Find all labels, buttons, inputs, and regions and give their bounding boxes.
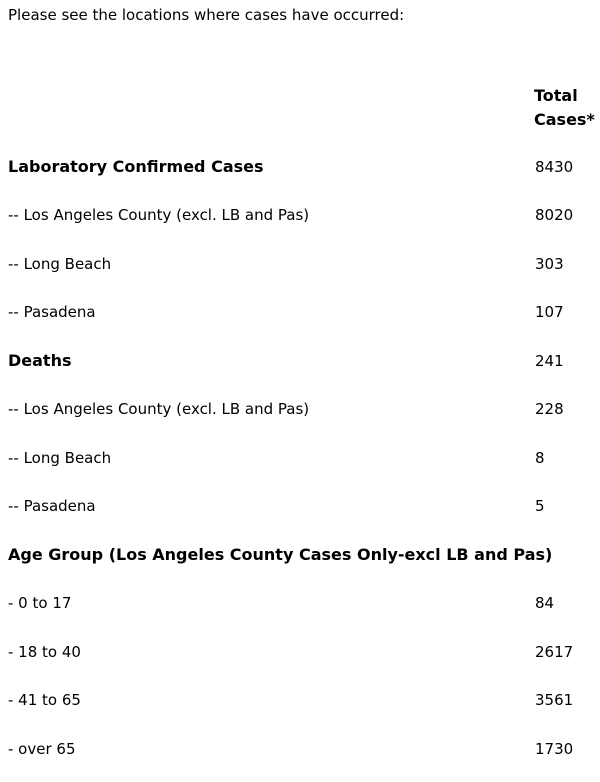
row-value: 241 xyxy=(535,352,564,370)
intro-text: Please see the locations where cases have occurred: xyxy=(8,6,405,24)
row-label: - 41 to 65 xyxy=(8,691,81,709)
table-row-age-0-to-17 xyxy=(0,591,600,615)
row-label: -- Long Beach xyxy=(8,449,112,467)
row-value: 228 xyxy=(535,400,564,418)
row-value: 5 xyxy=(535,497,545,515)
table-row-age-18-to-40 xyxy=(0,640,600,664)
table-row-deaths xyxy=(0,349,600,373)
table-row-cases-los-angeles-county xyxy=(0,203,600,227)
row-label: -- Los Angeles County (excl. LB and Pas) xyxy=(8,400,310,418)
row-label: -- Long Beach xyxy=(8,255,112,273)
row-value: 107 xyxy=(535,303,564,321)
table-row-deaths-long-beach xyxy=(0,446,600,470)
row-value: 8 xyxy=(535,449,545,467)
row-label: -- Pasadena xyxy=(8,497,96,515)
row-value: 303 xyxy=(535,255,564,273)
row-label: Laboratory Confirmed Cases xyxy=(8,157,264,176)
table-row-age-over-65 xyxy=(0,737,600,761)
table-row-deaths-los-angeles-county xyxy=(0,397,600,421)
total-cases-header-line2: Cases* xyxy=(534,110,595,129)
row-label: - over 65 xyxy=(8,740,76,758)
row-label: - 18 to 40 xyxy=(8,643,81,661)
row-label: -- Pasadena xyxy=(8,303,96,321)
table-row-cases-long-beach xyxy=(0,252,600,276)
total-cases-header-line1: Total xyxy=(534,86,578,105)
table-row-laboratory-confirmed-cases xyxy=(0,155,600,179)
row-value: 2617 xyxy=(535,643,574,661)
total-cases-header xyxy=(534,84,598,132)
row-label: - 0 to 17 xyxy=(8,594,72,612)
row-value: 8430 xyxy=(535,158,574,176)
table-row-deaths-pasadena xyxy=(0,494,600,518)
row-label: Age Group (Los Angeles County Cases Only-excl LB and Pas) xyxy=(8,545,553,564)
row-label: -- Los Angeles County (excl. LB and Pas) xyxy=(8,206,310,224)
table-row-age-41-to-65 xyxy=(0,688,600,712)
row-value: 1730 xyxy=(535,740,574,758)
row-value: 8020 xyxy=(535,206,574,224)
row-label: Deaths xyxy=(8,351,72,370)
row-value: 3561 xyxy=(535,691,574,709)
row-value: 84 xyxy=(535,594,555,612)
table-row-age-group xyxy=(0,543,600,567)
table-row-cases-pasadena xyxy=(0,300,600,324)
